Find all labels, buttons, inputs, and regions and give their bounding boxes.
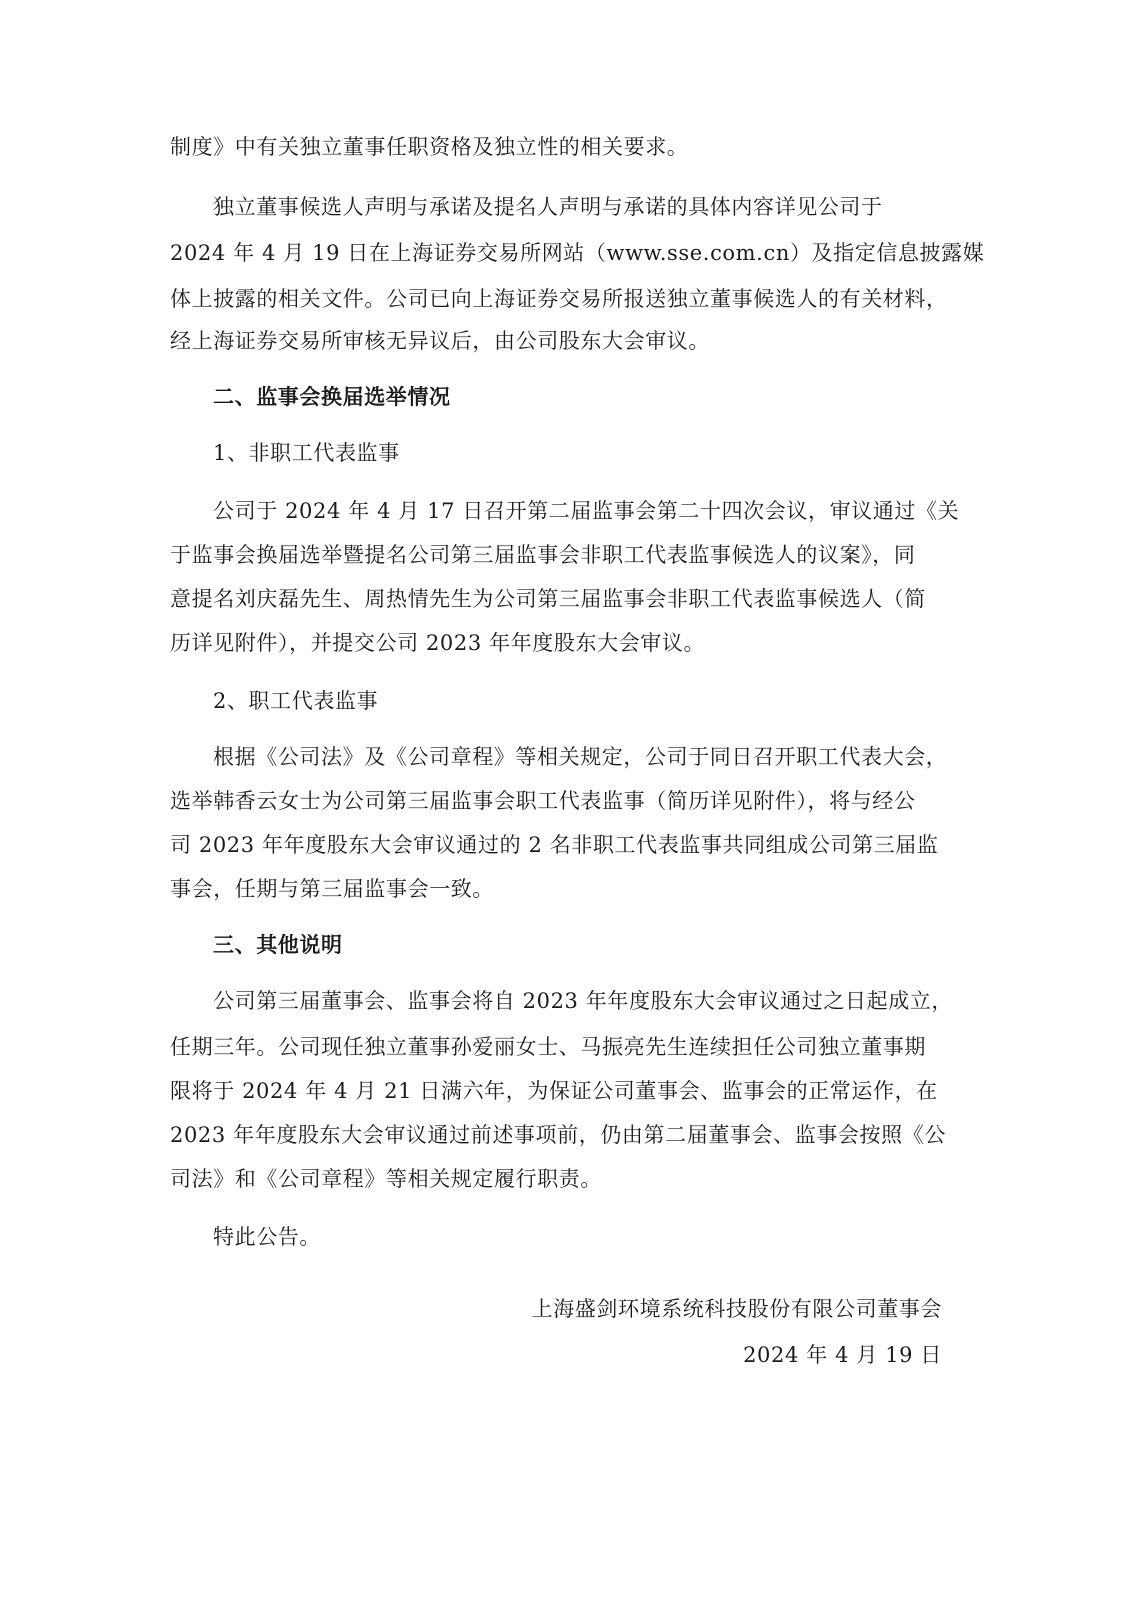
- paragraph-line: 司 2023 年年度股东大会审议通过的 2 名非职工代表监事共同组成公司第三届监: [170, 833, 939, 857]
- signature-date: 2024 年 4 月 19 日: [743, 1343, 942, 1367]
- paragraph-line: 公司于 2024 年 4 月 17 日召开第二届监事会第二十四次会议，审议通过《关: [213, 499, 960, 523]
- paragraph-line: 限将于 2024 年 4 月 21 日满六年，为保证公司董事会、监事会的正常运作，在: [170, 1079, 938, 1103]
- paragraph-line: 制度》中有关独立董事任职资格及独立性的相关要求。: [170, 135, 689, 159]
- paragraph-line: 独立董事候选人声明与承诺及提名人声明与承诺的具体内容详见公司于: [213, 195, 883, 219]
- paragraph-line: 根据《公司法》及《公司章程》等相关规定，公司于同日召开职工代表大会，: [213, 745, 948, 769]
- paragraph-line: 2024 年 4 月 19 日在上海证券交易所网站（www.sse.com.cn）及指定信息披露媒: [170, 241, 985, 265]
- paragraph-line: 选举韩香云女士为公司第三届监事会职工代表监事（简历详见附件），将与经公: [170, 789, 916, 813]
- subsection-heading: 1、非职工代表监事: [213, 441, 400, 465]
- paragraph-line: 意提名刘庆磊先生、周热情先生为公司第三届监事会非职工代表监事候选人（简: [170, 587, 926, 611]
- paragraph-line: 司法》和《公司章程》等相关规定履行职责。: [170, 1167, 602, 1191]
- paragraph-line: 历详见附件），并提交公司 2023 年年度股东大会审议。: [170, 631, 706, 655]
- closing-line: 特此公告。: [213, 1225, 321, 1249]
- paragraph-line: 任期三年。公司现任独立董事孙爱丽女士、马振亮先生连续担任公司独立董事期: [170, 1035, 926, 1059]
- subsection-heading: 2、职工代表监事: [213, 689, 379, 713]
- paragraph-line: 经上海证券交易所审核无异议后，由公司股东大会审议。: [170, 329, 710, 353]
- paragraph-line: 公司第三届董事会、监事会将自 2023 年年度股东大会审议通过之日起成立，: [213, 989, 953, 1013]
- section-heading: 三、其他说明: [213, 932, 343, 957]
- signature-company: 上海盛剑环境系统科技股份有限公司董事会: [531, 1297, 942, 1321]
- section-heading: 二、监事会换届选举情况: [213, 384, 451, 409]
- paragraph-line: 事会，任期与第三届监事会一致。: [170, 877, 494, 901]
- paragraph-line: 体上披露的相关文件。公司已向上海证券交易所报送独立董事候选人的有关材料，: [170, 287, 948, 311]
- paragraph-line: 2023 年年度股东大会审议通过前述事项前，仍由第二届董事会、监事会按照《公: [170, 1123, 946, 1147]
- paragraph-line: 于监事会换届选举暨提名公司第三届监事会非职工代表监事候选人的议案》，同: [170, 543, 916, 567]
